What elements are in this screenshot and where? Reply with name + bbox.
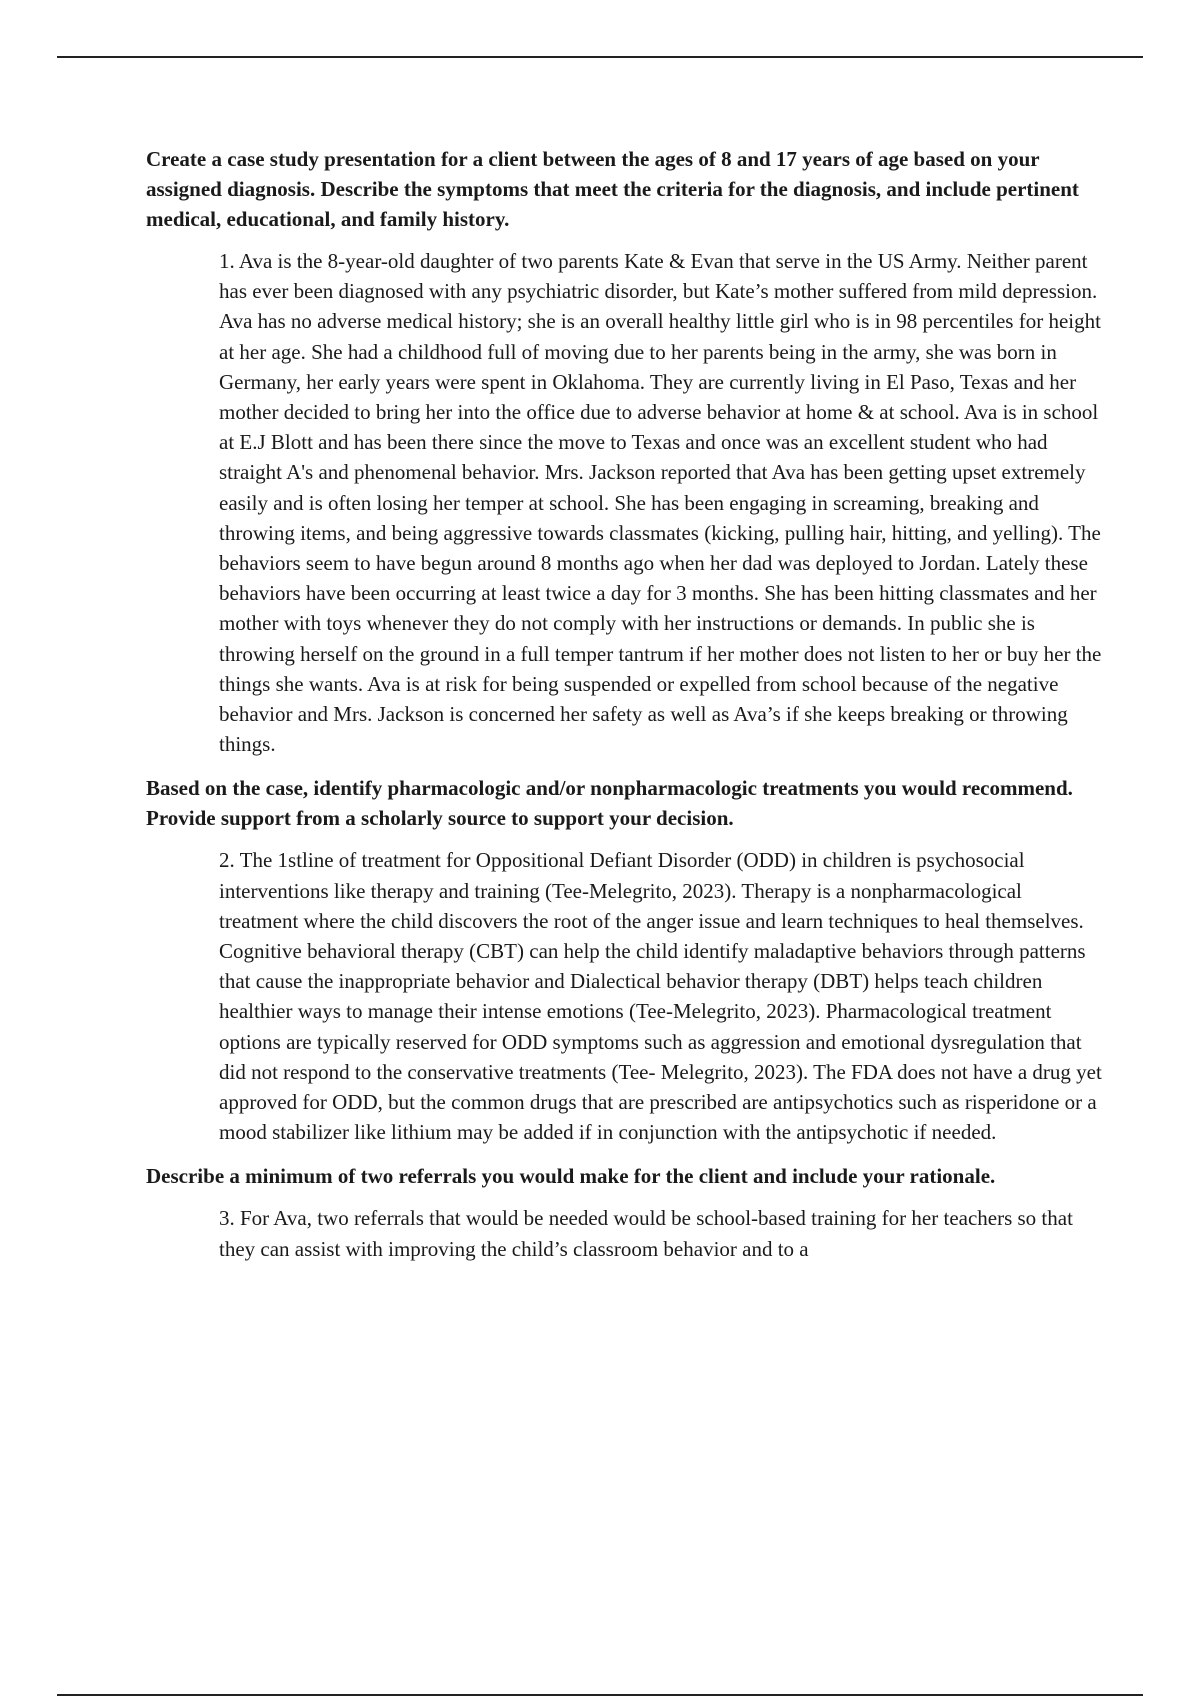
section-1-answer: 1. Ava is the 8-year-old daughter of two parents Kate & Evan that serve in the US Army. Neither parent has ever been diagnosed with any psychiatric disorder, but Kate’s mother suffered from mild depression. Ava has no adverse medical history; she is an overall healthy little girl who is in 98 percentiles for height at her age. She had a childhood full of moving due to her parents being in the army, she was born in Germany, her early years were spent in Oklahoma. They are currently living in El Paso, Texas and her mother decided to bring her into the office due to adverse behavior at home & at school. Ava is in school at E.J Blott and has been there since the move to Texas and once was an excellent student who had straight A's and phenomenal behavior. Mrs. Jackson reported that Ava has been getting upset extremely easily and is often losing her temper at school. She has been engaging in screaming, breaking and throwing items, and being aggressive towards classmates (kicking, pulling hair, hitting, and yelling). The behaviors seem to have begun around 8 months ago when her dad was deployed to Jordan. Lately these behaviors have been occurring at least twice a day for 3 months. She has been hitting classmates and her mother with toys whenever they do not comply with her instructions or demands. In public she is throwing herself on the ground in a full temper tantrum if her mother does not listen to her or buy her the things she wants. Ava is at risk for being suspended or expelled from school because of the negative behavior and Mrs. Jackson is concerned her safety as well as Ava’s if she keeps breaking or throwing things. (219, 249, 1102, 757)
document-body (146, 144, 1106, 1278)
section-3-prompt: Describe a minimum of two referrals you would make for the client and include your rationale. (146, 1164, 996, 1189)
section-3-answer: 3. For Ava, two referrals that would be needed would be school-based training for her teachers so that they can assist with improving the child’s classroom behavior and to a (219, 1206, 1073, 1261)
section-1-prompt: Create a case study presentation for a client between the ages of 8 and 17 years of age based on your assigned diagnosis. Describe the symptoms that meet the criteria for the diagnosis, and include pertinent medical, educational, and family history. (146, 147, 1079, 231)
bottom-divider (57, 1694, 1143, 1696)
section-2-prompt: Based on the case, identify pharmacologic and/or nonpharmacologic treatments you would recommend. Provide support from a scholarly source to support your decision. (146, 776, 1073, 831)
section-2-answer: 2. The 1stline of treatment for Oppositional Defiant Disorder (ODD) in children is psychosocial interventions like therapy and training (Tee-Melegrito, 2023). Therapy is a nonpharmacological treatment where the child discovers the root of the anger issue and learn techniques to heal themselves. Cognitive behavioral therapy (CBT) can help the child identify maladaptive behaviors through patterns that cause the inappropriate behavior and Dialectical behavior therapy (DBT) helps teach children healthier ways to manage their intense emotions (Tee-Melegrito, 2023). Pharmacological treatment options are typically reserved for ODD symptoms such as aggression and emotional dysregulation that did not respond to the conservative treatments (Tee- Melegrito, 2023). The FDA does not have a drug yet approved for ODD, but the common drugs that are prescribed are antipsychotics such as risperidone or a mood stabilizer like lithium may be added if in conjunction with the antipsychotic if needed. (219, 848, 1102, 1145)
top-divider (57, 56, 1143, 58)
